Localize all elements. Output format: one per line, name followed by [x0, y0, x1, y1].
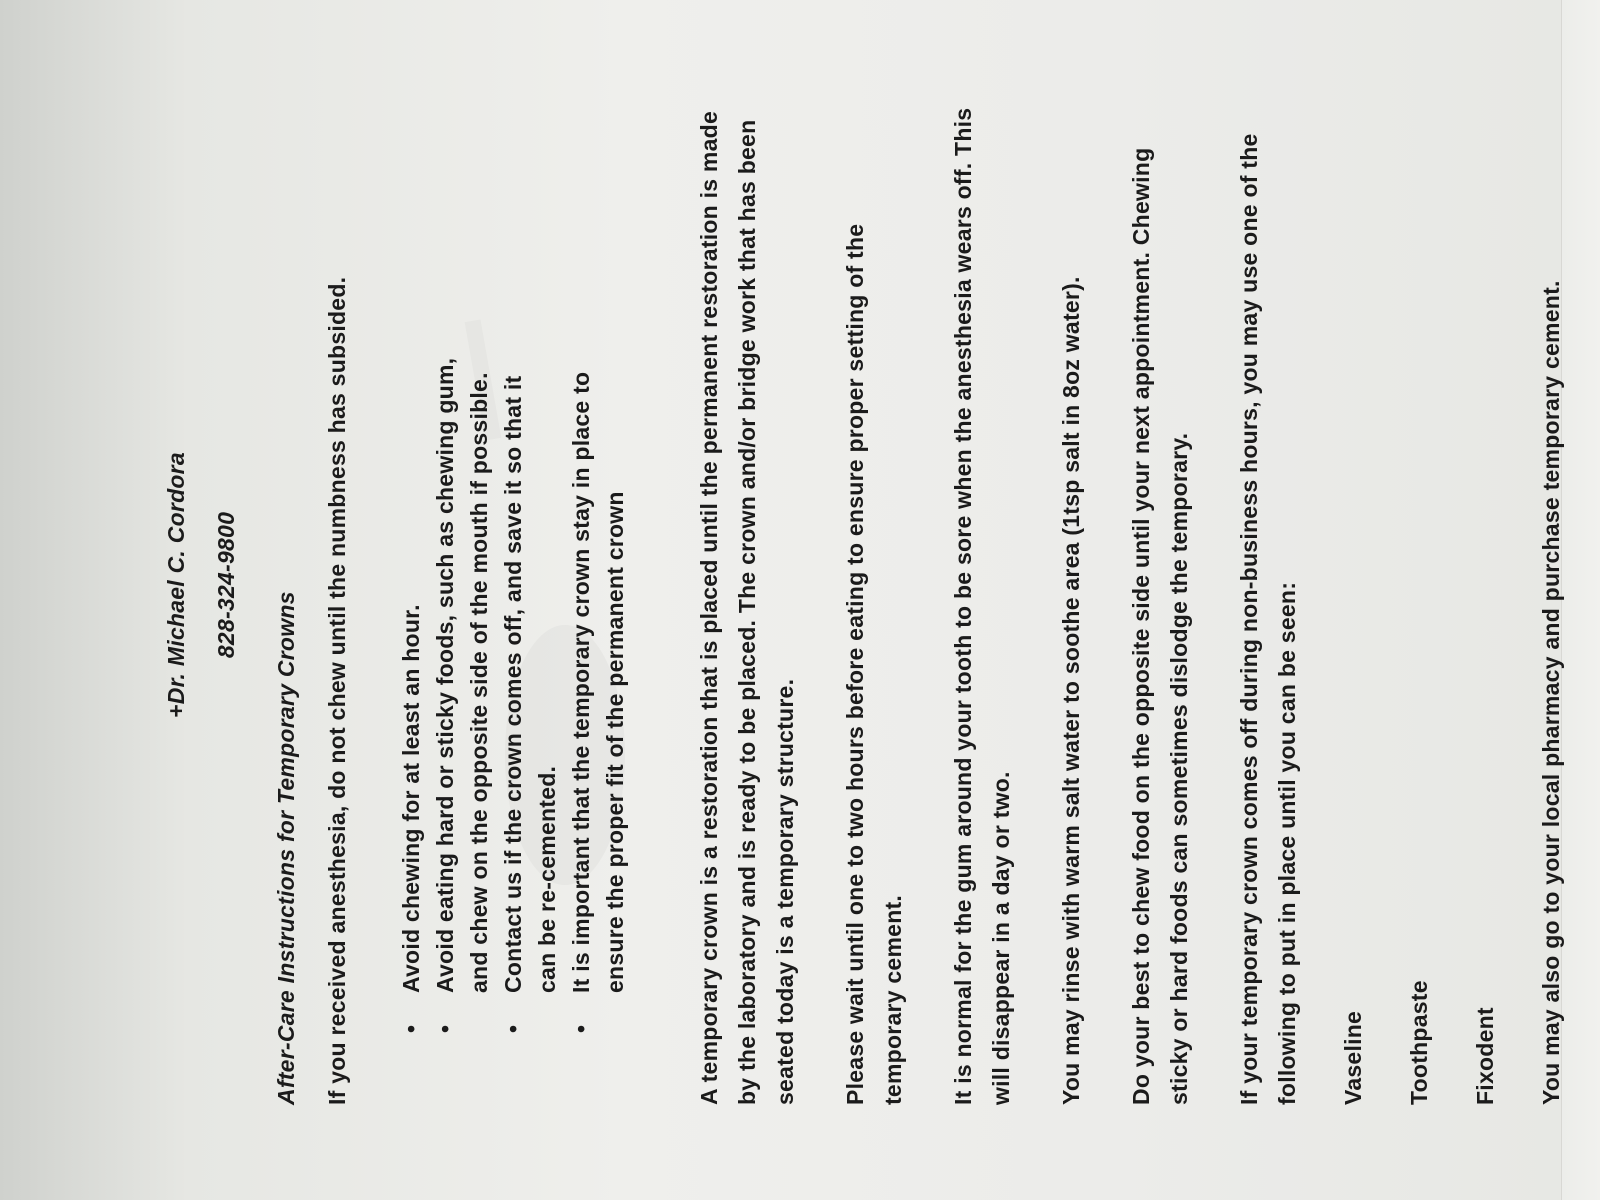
paragraph-salt-water: You may rinse with warm salt water to soothe area (1tsp salt in 8oz water). [1058, 276, 1084, 1105]
closing-text: You may also go to your local pharmacy and purchase temporary cement. [1538, 280, 1564, 1105]
doctor-name: +Dr. Michael C. Cordora [163, 452, 189, 718]
paragraph-after-hours: If your temporary crown comes off during non-business hours, you may use one of the following to put in place until you can be seen: [1236, 133, 1300, 1105]
paragraph-eating-wait: Please wait until one to two hours before eating to ensure proper setting of the temporary cement. [842, 223, 906, 1105]
product-toothpaste: Toothpaste [1406, 980, 1432, 1105]
phone-number: 828-324-9800 [213, 511, 239, 659]
document-body [162, 65, 1570, 1105]
list-item: • Avoid chewing for at least an hour. [394, 333, 428, 1033]
document-title: After-Care Instructions for Temporary Crowns [273, 591, 299, 1105]
list-item: • It is important that the temporary crown stay in place to ensure the proper fit of the permanent crown [564, 333, 632, 1033]
list-item: • Avoid eating hard or sticky foods, such as chewing gum, and chew on the opposite side of the mouth if possible. [428, 333, 496, 1033]
product-fixodent: Fixodent [1472, 1007, 1498, 1105]
list-item: • Contact us if the crown comes off, and save it so that it can be re-cemented. [496, 333, 564, 1033]
paragraph-chew-opposite-side: Do your best to chew food on the opposite side until your next appointment. Chewing sticky or hard foods can sometimes dislodge the temporary. [1128, 147, 1192, 1105]
intro-text: If you received anesthesia, do not chew until the numbness has subsided. [324, 276, 350, 1105]
instruction-list [394, 333, 632, 1033]
paragraph-temporary-crown: A temporary crown is a restoration that is placed until the permanent restoration is made by the laboratory and is ready to be placed. The crown and/or bridge work that has been seated today is a temporary structure. [696, 110, 798, 1105]
paragraph-gum-soreness: It is normal for the gum around your tooth to be sore when the anesthesia wears off. This will disappear in a day or two. [950, 107, 1014, 1105]
product-vaseline: Vaseline [1340, 1010, 1366, 1105]
